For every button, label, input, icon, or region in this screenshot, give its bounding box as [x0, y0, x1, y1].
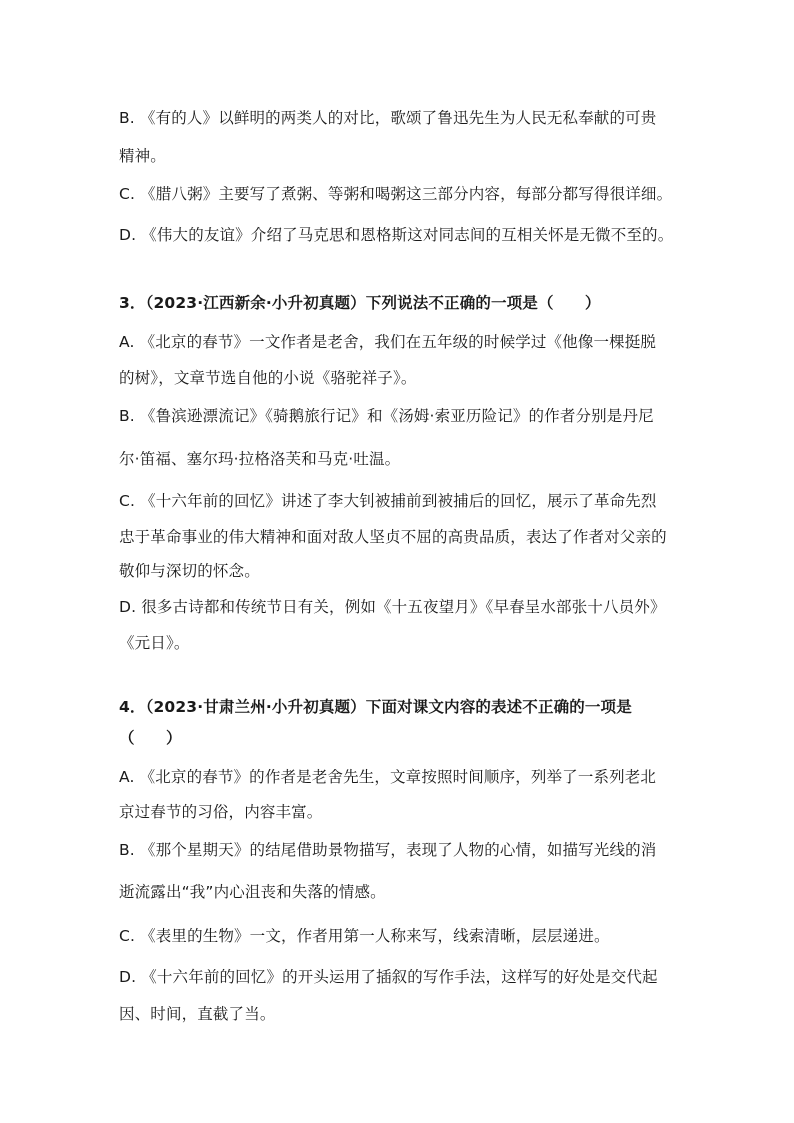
- q4-option-d-line2: 因、时间，直截了当。: [119, 1005, 276, 1023]
- q3-option-a-line2: 的树》，文章节选自他的小说《骆驼祥子》。: [119, 369, 417, 387]
- q4-title-line2: （ ）: [119, 729, 182, 747]
- q3-option-b-line1: B. 《鲁滨逊漂流记》《骑鹅旅行记》和《汤姆·索亚历险记》的作者分别是丹尼: [119, 407, 654, 425]
- q2-option-c: C. 《腊八粥》主要写了煮粥、等粥和喝粥这三部分内容，每部分都写得很详细。: [119, 185, 673, 203]
- q4-option-c: C. 《表里的生物》一文，作者用第一人称来写，线索清晰，层层递进。: [119, 927, 610, 945]
- q3-option-d-line1: D. 很多古诗都和传统节日有关，例如《十五夜望月》《早春呈水部张十八员外》: [119, 598, 666, 616]
- q2-option-b-line1: B. 《有的人》以鲜明的两类人的对比，歌颂了鲁迅先生为人民无私奉献的可贵: [119, 109, 657, 127]
- q2-option-b-line2: 精神。: [119, 147, 166, 165]
- q3-option-d-line2: 《元日》。: [119, 634, 190, 652]
- q2-option-d: D. 《伟大的友谊》介绍了马克思和恩格斯这对同志间的互相关怀是无微不至的。: [119, 226, 674, 244]
- q3-option-c-line1: C. 《十六年前的回忆》讲述了李大钊被捕前到被捕后的回忆，展示了革命先烈: [119, 492, 657, 510]
- q3-option-c-line2: 忠于革命事业的伟大精神和面对敌人坚贞不屈的高贵品质，表达了作者对父亲的: [119, 528, 667, 546]
- q3-title: 3．（2023·江西新余·小升初真题）下列说法不正确的一项是（ ）: [119, 294, 601, 312]
- q3-option-a-line1: A. 《北京的春节》一文作者是老舍，我们在五年级的时候学过《他像一棵挺脱: [119, 333, 657, 351]
- q4-option-a-line2: 京过春节的习俗，内容丰富。: [119, 803, 323, 821]
- q4-title-line1: 4．（2023·甘肃兰州·小升初真题）下面对课文内容的表述不正确的一项是: [119, 698, 632, 716]
- q4-option-b-line2: 逝流露出“我”内心沮丧和失落的情感。: [119, 883, 386, 901]
- q3-option-c-line3: 敬仰与深切的怀念。: [119, 562, 260, 580]
- q4-option-a-line1: A. 《北京的春节》的作者是老舍先生，文章按照时间顺序，列举了一系列老北: [119, 768, 657, 786]
- q4-option-d-line1: D. 《十六年前的回忆》的开头运用了插叙的写作手法，这样写的好处是交代起: [119, 968, 658, 986]
- q3-option-b-line2: 尔·笛福、塞尔玛·拉格洛芙和马克·吐温。: [119, 450, 401, 468]
- q4-option-b-line1: B. 《那个星期天》的结尾借助景物描写，表现了人物的心情，如描写光线的消: [119, 841, 657, 859]
